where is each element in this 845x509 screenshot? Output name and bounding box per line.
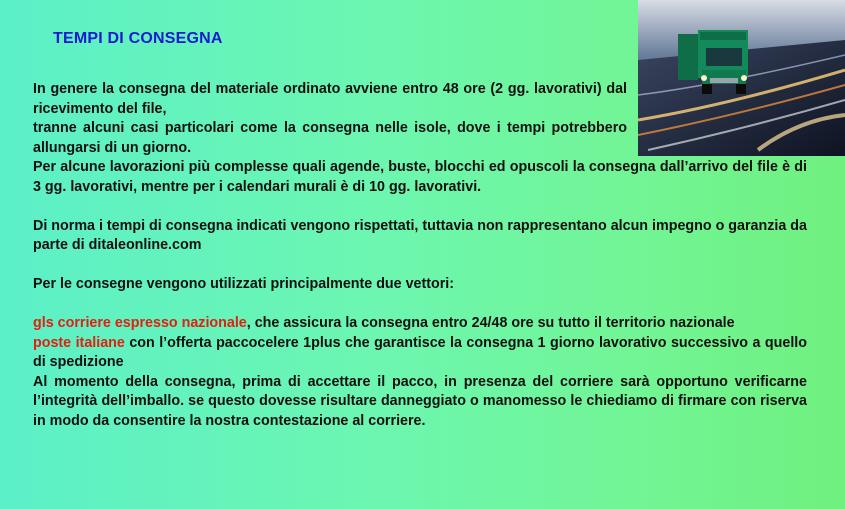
- paragraph-carriers-intro: Per le consegne vengono utilizzati principalmente due vettori:: [33, 276, 455, 292]
- paragraph-carrier-gls: [33, 314, 807, 334]
- carrier-gls-name: gls corriere espresso nazionale: [33, 315, 247, 331]
- paragraph-complex-delivery: Per alcune lavorazioni più complesse quali agende, buste, blocchi ed opuscoli la consegna dall’arrivo del file è di 3 gg. lavorativi, mentre per i calendari murali è di 10 gg. lavorativi.: [33, 159, 807, 195]
- carrier-gls-text: , che assicura la consegna entro 24/48 ore su tutto il territorio nazionale: [246, 315, 735, 331]
- paragraph-carrier-poste: [33, 334, 807, 373]
- paragraph-standard-delivery: In genere la consegna del materiale ordinato avviene entro 48 ore (2 gg. lavorativi) dal ricevimento del file,: [33, 81, 627, 117]
- paragraph-inspection: Al momento della consegna, prima di accettare il pacco, in presenza del corriere sarà opportuno verificarne l’integrità dell’imballo. se questo dovesse risultare danneggiato o manomesso le chiediamo di firmare con riserva in modo da consentire la nostra contestazione al corriere.: [33, 373, 807, 429]
- page-title: TEMPI DI CONSEGNA: [53, 30, 223, 47]
- delivery-text: [33, 80, 807, 431]
- carrier-poste-text: con l’offerta paccocelere 1plus che garantisce la consegna 1 giorno lavorativo successivo a quello di spedizione: [33, 334, 808, 370]
- paragraph-disclaimer: Di norma i tempi di consegna indicati vengono rispettati, tuttavia non rappresentano alcun impegno o garanzia da parte di ditaleonline.com: [33, 217, 807, 253]
- carrier-poste-name: poste italiane: [33, 334, 125, 351]
- paragraph-islands-delivery: tranne alcuni casi particolari come la consegna nelle isole, dove i tempi potrebbero allungarsi di un giorno.: [33, 120, 627, 156]
